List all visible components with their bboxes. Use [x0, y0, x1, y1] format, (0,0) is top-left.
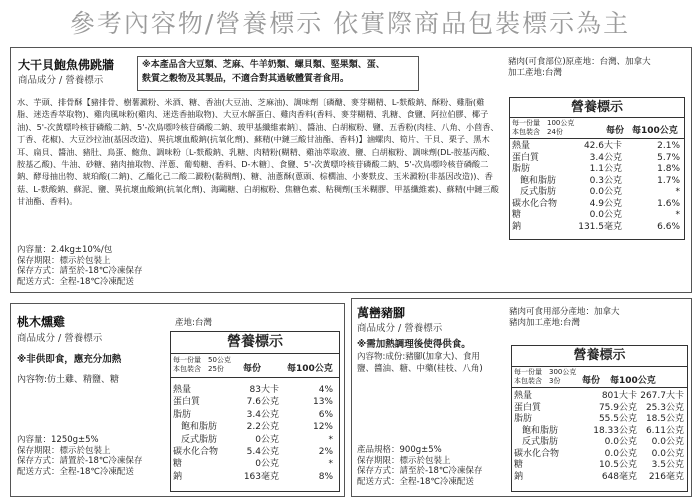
nutrition-row: [512, 426, 687, 438]
nutrition-row: [171, 396, 339, 408]
nutrient-label: 脂肪: [512, 164, 531, 174]
nutrient-per-serving: 0.0公克: [589, 210, 622, 220]
nutrition-row: [512, 460, 687, 472]
nutrient-label: 碳水化合物: [512, 198, 558, 209]
nutrition-row: [512, 449, 687, 461]
nutrition-title: 營養標示: [510, 98, 684, 118]
nutrient-label: 反式脂肪: [181, 434, 218, 445]
nutrition-rows: [510, 139, 684, 233]
nutrient-per-serving: 4.9公克: [589, 198, 622, 209]
origin-line: 產地:台灣: [175, 318, 212, 328]
nutrient-per-100g: 5.7%: [657, 152, 680, 163]
servings-per-pack: 本包裝含 24份: [512, 128, 563, 136]
nutrient-per-100g: 0.0公克: [651, 448, 684, 459]
storage-method: 保存方式：請至於-18℃冷凍保存: [17, 266, 143, 276]
nutrient-per-100g: 216毫克: [648, 471, 684, 482]
nutrient-per-100g: 1.6%: [657, 198, 680, 209]
nutrient-per-serving: 83大卡: [249, 385, 279, 395]
nutrient-per-serving: 18.33公克: [593, 425, 637, 436]
nutrient-per-100g: 6.11公克: [645, 425, 684, 436]
origin-line: 加工產地:台灣: [508, 67, 562, 78]
nutrition-row: [171, 409, 339, 421]
nutrient-label: 飽和脂肪: [520, 175, 557, 186]
heating-notice: ※需加熱調理後使得供食。: [357, 339, 471, 350]
servings-per-pack: 本包裝含 25份: [173, 365, 224, 373]
column-per-100g: 每100公克: [610, 376, 656, 386]
nutrition-row: [510, 187, 684, 199]
serving-size: 每一份量 300公克: [514, 368, 577, 376]
column-per-serving: 每份: [243, 364, 262, 374]
nutrient-label: 反式脂肪: [522, 437, 559, 447]
product-title: 大干貝鮑魚佛跳牆: [18, 58, 115, 72]
net-content: 產品規格：900g±5%: [357, 445, 442, 455]
nutrition-row: [171, 434, 339, 446]
nutrient-per-100g: 1.7%: [657, 175, 680, 186]
origin-line: 豬肉可食用部分產地：加拿大: [509, 307, 620, 317]
nutrition-table: [170, 331, 340, 492]
origin-line: 豬肉(可食部位)原產地：台灣、加拿大: [508, 57, 651, 67]
nutrition-row: [171, 446, 339, 458]
nutrient-per-serving: 0公克: [255, 459, 279, 470]
nutrition-table: [511, 345, 688, 492]
ingredients-line: 內容物:成份:豬腳(加拿大)、食用: [357, 352, 480, 362]
notice-line: ※本產品含大豆類、芝麻、牛羊奶類、螺貝類、堅果類、蛋、: [142, 60, 385, 70]
shelf-life: 保存期限：標示於包裝上: [17, 255, 111, 266]
origin-info: [509, 307, 620, 328]
notice-line: 麩質之穀物及其製品，不適合對其過敏體質者食用。: [142, 74, 350, 84]
column-per-100g: 每100公克: [287, 364, 333, 374]
nutrition-row: [512, 437, 687, 449]
shelf-life: 保存期限：標示於包裝上: [17, 445, 111, 456]
delivery-method: 配送方式：全程-18℃冷凍配送: [17, 276, 134, 287]
product-subtitle: 商品成分 / 營養標示: [357, 323, 443, 334]
nutrient-per-serving: 801大卡: [601, 391, 637, 401]
nutrient-label: 鈉: [512, 221, 522, 232]
heating-notice: ※非供即食，應充分加熱: [17, 354, 122, 365]
nutrient-label: 鈉: [173, 471, 183, 482]
nutrient-label: 蛋白質: [173, 397, 201, 408]
nutrient-per-100g: *: [328, 434, 333, 445]
nutrient-per-100g: 3.5公克: [651, 460, 684, 470]
serving-size: 每一份量 50公克: [173, 356, 231, 364]
nutrient-per-serving: 0.0公克: [604, 448, 637, 459]
nutrition-row: [510, 199, 684, 211]
nutrition-rows: [512, 388, 687, 483]
product-info: [17, 435, 142, 477]
servings-per-pack: 本包裝含 3份: [514, 377, 561, 385]
ingredients-text: 內容物:仿土雞、精鹽、糖: [17, 375, 120, 385]
nutrition-row: [171, 421, 339, 433]
nutrition-row: [510, 153, 684, 165]
nutrient-per-100g: 6.6%: [657, 221, 680, 232]
nutrient-per-serving: 3.4公克: [246, 409, 279, 420]
nutrient-label: 糖: [512, 210, 522, 220]
page-title: 參考內容物/營養標示 依實際商品包裝標示為主: [69, 9, 631, 38]
nutrient-per-100g: 1.8%: [657, 164, 680, 174]
column-per-serving: 每份: [606, 126, 625, 136]
nutrition-row: [171, 471, 339, 483]
product-title: 桃木燻雞: [17, 315, 66, 329]
nutrition-table: [509, 97, 685, 240]
storage-method: 保存方式：請置於-18℃冷凍保存: [17, 456, 143, 466]
product-panel-pork-knuckle: [351, 298, 692, 497]
nutrition-row: [512, 414, 687, 426]
nutrient-per-serving: 163毫克: [243, 471, 279, 482]
nutrient-label: 碳水化合物: [173, 447, 219, 458]
nutrient-per-100g: 0.0公克: [651, 437, 684, 447]
nutrition-row: [171, 384, 339, 396]
nutrition-row: [510, 141, 684, 153]
column-per-100g: 每100公克: [632, 126, 678, 136]
nutrition-row: [510, 164, 684, 176]
nutrition-row: [510, 210, 684, 222]
nutrient-per-100g: *: [675, 210, 680, 220]
nutrition-row: [171, 458, 339, 470]
product-panel-fotiaoqiang: [10, 47, 692, 293]
nutrient-per-100g: 6%: [318, 409, 333, 420]
nutrient-per-serving: 75.9公克: [598, 402, 637, 413]
nutrition-row: [510, 176, 684, 188]
serving-info: [512, 367, 687, 388]
nutrition-title: 營養標示: [171, 332, 339, 354]
nutrient-per-serving: 7.6公克: [246, 397, 279, 408]
column-per-serving: 每份: [582, 376, 601, 386]
nutrient-label: 鈉: [514, 471, 524, 482]
nutrient-label: 脂肪: [173, 409, 192, 420]
nutrient-label: 碳水化合物: [514, 448, 560, 459]
serving-info: [171, 354, 339, 378]
nutrient-per-100g: 2.1%: [657, 141, 680, 151]
product-title: 萬巒豬腳: [357, 306, 406, 320]
nutrient-per-serving: 3.4公克: [589, 152, 622, 163]
product-info: [357, 445, 482, 487]
nutrient-per-serving: 0.0公克: [589, 187, 622, 197]
nutrition-title: 營養標示: [512, 346, 687, 367]
nutrient-per-serving: 0.0公克: [604, 437, 637, 447]
nutrient-per-100g: *: [328, 459, 333, 470]
nutrient-label: 熱量: [512, 141, 531, 151]
net-content: 內容量：1250g±5%: [17, 435, 99, 445]
nutrient-label: 熱量: [173, 385, 192, 395]
nutrient-per-serving: 42.6大卡: [583, 141, 622, 151]
serving-size: 每一份量 100公克: [512, 119, 575, 127]
product-subtitle: 商品成分 / 營養標示: [18, 75, 104, 86]
nutrient-label: 飽和脂肪: [522, 425, 559, 436]
nutrient-per-serving: 0.3公克: [589, 175, 622, 186]
nutrient-per-serving: 55.5公克: [598, 414, 637, 424]
nutrient-label: 脂肪: [514, 414, 533, 424]
nutrient-per-serving: 10.5公克: [598, 460, 637, 470]
nutrient-label: 蛋白質: [514, 402, 542, 413]
origin-info: [508, 57, 651, 78]
nutrient-per-serving: 648毫克: [601, 471, 637, 482]
nutrient-label: 飽和脂肪: [181, 422, 218, 433]
storage-method: 保存方式：請至於-18℃冷凍保存: [357, 466, 483, 476]
nutrient-per-100g: 13%: [312, 397, 333, 408]
delivery-method: 配送方式：全程-18℃冷凍配送: [357, 476, 474, 487]
nutrient-label: 熱量: [514, 391, 533, 401]
product-panel-smoked-chicken: [10, 303, 345, 497]
delivery-method: 配送方式：全程-18℃冷凍配送: [17, 466, 134, 477]
nutrient-label: 蛋白質: [512, 152, 540, 163]
nutrient-per-serving: 0公克: [255, 434, 279, 445]
nutrient-per-100g: 2%: [318, 447, 333, 458]
nutrition-row: [512, 391, 687, 403]
origin-line: 豬肉加工產地:台灣: [509, 317, 580, 328]
nutrient-per-100g: 267.7大卡: [640, 391, 684, 401]
serving-info: [510, 118, 684, 139]
nutrient-per-100g: *: [675, 187, 680, 197]
nutrient-label: 糖: [173, 459, 183, 470]
shelf-life: 保存期限：標示於包裝上: [357, 455, 451, 466]
product-info: [17, 245, 142, 287]
nutrient-label: 反式脂肪: [520, 187, 557, 197]
nutrition-row: [510, 222, 684, 234]
nutrient-per-100g: 8%: [318, 471, 333, 482]
origin-info: [175, 318, 212, 329]
nutrient-per-100g: 25.3公克: [645, 402, 684, 413]
ingredients-line: 鹽、醬油、糖、中藥(桂枝、八角): [357, 364, 483, 374]
ingredients-text: 水、芋頭、排骨酥【豬排骨、樹薯澱粉、米酒、糖、香油(大豆油、芝麻油)、調味劑〔磷醣、麥芽糊精、L-麩酸鈉、酥粉、雞脂(雞脂、迷迭香萃取物)、雞肉風味粉(雞肉、迷迭香抽取物)、大豆水解蛋白、雞肉香料(香料、麥芽糊精、乳糖、食鹽、阿拉伯膠、椰子油)、5'-次黃嘌呤核苷磷酸二鈉、5'-次鳥嘌呤核苷磷酸二鈉、玻甲基纖維素鈉〕、醬油、白胡椒粉、鹽、五香粉(肉桂、八角、小茴香、丁香、花椒)、大豆沙拉油(基因改造)、異抗壞血酸鈉(抗氧化劑)、蘇精(中鏈三酸甘油酯、香料)】滷螺肉、筍片、干貝、栗子、黑木耳、扁貝、醬油、豬肚、鳥蛋、鮑魚、調味粉〔L-麩酸鈉、乳糖、肉精粉(糊精、雞油萃取液、鹽、白胡椒粉、調味劑(DL-胺基丙酸、胺基乙酸)、牛油、砂糖、豬肉抽取物、洋蔥、葡萄糖、香料、D-木糖〕、食鹽、5'-次黃嘌呤核苷磷酸二鈉、5'-次鳥嘌呤核苷磷酸二鈉、酵母抽出物、琥珀酸(二鈉)、乙醯化己二酸二澱粉(黏稠劑)、糖、油蔥酥(蔥頭、棕櫚油、小麥麩皮、玉米澱粉(非基因改造))、香菇、L-麩酸鈉、蘇泥、鹽、異抗壞血酸鈉(抗氧化劑)、海鷗糖、白胡椒粉、焦糖色素、粘稠劑(玉米糊膠、甲基纖維素)、蘇精(中鏈三酸甘油酯、香料)。: [17, 97, 499, 207]
nutrient-label: 糖: [514, 460, 524, 470]
nutrient-per-serving: 131.5毫克: [578, 221, 622, 232]
nutrition-row: [512, 472, 687, 484]
nutrient-per-serving: 2.2公克: [246, 422, 279, 433]
nutrition-row: [512, 403, 687, 415]
product-subtitle: 商品成分 / 營養標示: [17, 333, 103, 344]
nutrient-per-serving: 5.4公克: [246, 447, 279, 458]
allergen-notice: [137, 56, 419, 91]
nutrient-per-serving: 1.1公克: [589, 164, 622, 174]
nutrient-per-100g: 4%: [318, 385, 333, 395]
ingredients-text: [357, 351, 483, 375]
net-content: 內容量：2.4kg±10%/包: [17, 245, 113, 255]
nutrient-per-100g: 18.5公克: [645, 414, 684, 424]
nutrition-rows: [171, 378, 339, 483]
nutrient-per-100g: 12%: [312, 422, 333, 433]
